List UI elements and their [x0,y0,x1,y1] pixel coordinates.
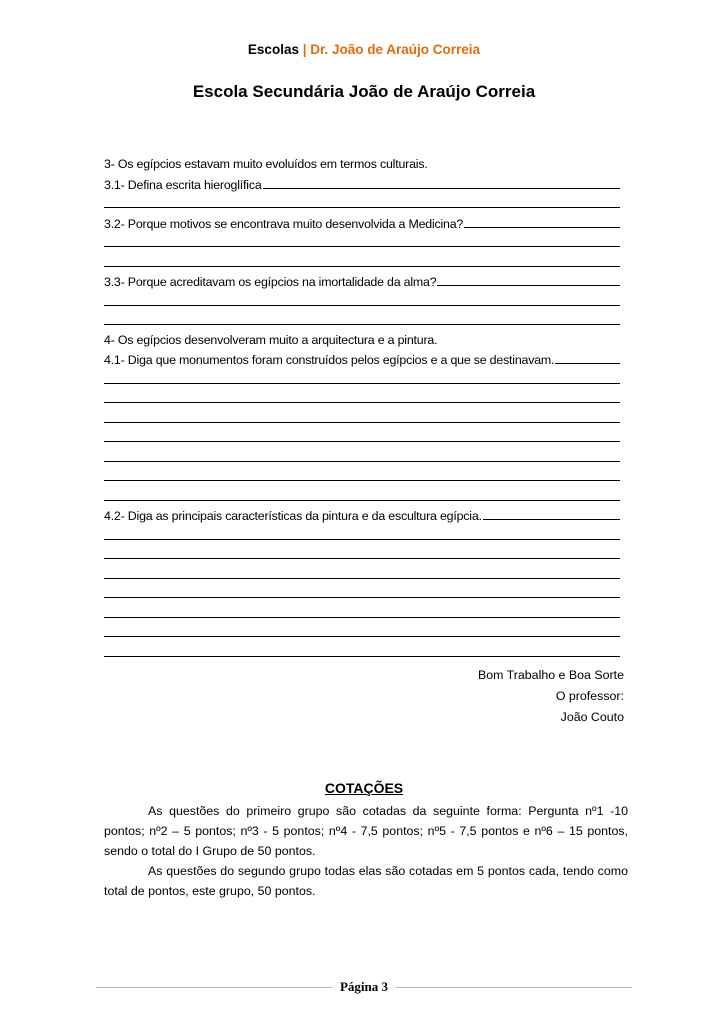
answer-underline[interactable] [104,194,620,208]
cotacoes-title: COTAÇÕES [324,780,404,796]
signoff [478,665,624,728]
question-line [104,272,620,292]
header-school-name: Dr. João de Araújo Correia [310,42,481,57]
answer-line[interactable] [104,584,620,604]
answer-line[interactable] [104,623,620,643]
answer-line[interactable] [104,311,620,331]
answer-underline[interactable] [437,272,620,286]
question-text: 3- Os egípcios estavam muito evoluídos em termos culturais. [104,157,428,171]
page-header [0,42,728,57]
signoff-role: O professor: [555,689,624,703]
question-line [104,155,620,175]
answer-underline[interactable] [483,506,620,520]
cotacoes-text [104,801,628,901]
answer-underline[interactable] [104,643,620,657]
answer-line[interactable] [104,389,620,409]
answer-underline[interactable] [104,389,620,403]
school-title: Escola Secundária João de Araújo Correia [192,82,536,101]
answer-underline[interactable] [104,448,620,462]
page-number: Página 3 [339,979,389,994]
footer-rule-left [96,987,332,988]
cotacoes-paragraph-2: As questões do segundo grupo todas elas são cotadas em 5 pontos cada, tendo como total de pontos, este grupo, 50 pontos. [104,864,628,898]
answer-line[interactable] [104,194,620,214]
answer-underline[interactable] [464,214,620,228]
answer-line[interactable] [104,428,620,448]
question-line [104,350,620,370]
header-prefix: Escolas [247,42,299,57]
answer-underline[interactable] [104,253,620,267]
answer-line[interactable] [104,604,620,624]
answer-line[interactable] [104,526,620,546]
question-text: 4- Os egípcios desenvolveram muito a arquitectura e a pintura. [104,332,438,347]
answer-line[interactable] [104,467,620,487]
answer-underline[interactable] [104,428,620,442]
question-text: 3.3- Porque acreditavam os egípcios na imortalidade da alma? [104,275,437,289]
answer-line[interactable] [104,545,620,565]
answer-underline[interactable] [104,370,620,384]
answer-line[interactable] [104,292,620,312]
answer-underline[interactable] [104,545,620,559]
question-line [104,175,620,195]
answer-underline[interactable] [555,350,620,364]
header-separator: | [298,42,311,57]
answer-underline[interactable] [104,584,620,598]
answer-underline[interactable] [104,233,620,247]
answer-line[interactable] [104,487,620,507]
question-text: 3.1- Defina escrita hieroglífica [104,177,262,192]
answer-line[interactable] [104,448,620,468]
answer-line[interactable] [104,409,620,429]
answer-underline[interactable] [104,311,620,325]
answer-line[interactable] [104,253,620,273]
answer-underline[interactable] [104,487,620,501]
answer-underline[interactable] [104,565,620,579]
question-text: 4.1- Diga que monumentos foram construídos pelos egípcios e a que se destinavam. [104,353,555,367]
question-line [104,506,620,526]
answer-line[interactable] [104,370,620,390]
page-footer [96,977,632,997]
worksheet-questions [104,155,620,662]
cotacoes-paragraph-1: As questões do primeiro grupo são cotadas da seguinte forma: Pergunta nº1 -10 pontos; nº2 – 5 pontos; nº3 - 5 pontos; nº4 - 7,5 pontos; nº5 - 7,5 pontos e nº6 – 15 pontos, sendo o total do I Grupo de 50 pontos. [104,804,628,858]
answer-underline[interactable] [104,467,620,481]
answer-line[interactable] [104,565,620,585]
answer-underline[interactable] [104,409,620,423]
signoff-wish: Bom Trabalho e Boa Sorte [477,668,624,682]
answer-underline[interactable] [104,604,620,618]
answer-underline[interactable] [263,175,620,189]
question-line [104,331,620,351]
question-text: 3.2- Porque motivos se encontrava muito desenvolvida a Medicina? [104,216,464,231]
signoff-name: João Couto [560,710,624,724]
question-text: 4.2- Diga as principais características da pintura e da escultura egípcia. [104,509,482,523]
answer-underline[interactable] [104,526,620,540]
answer-line[interactable] [104,643,620,663]
question-line [104,214,620,234]
footer-rule-right [396,987,632,988]
answer-underline[interactable] [104,623,620,637]
answer-line[interactable] [104,233,620,253]
answer-underline[interactable] [104,292,620,306]
